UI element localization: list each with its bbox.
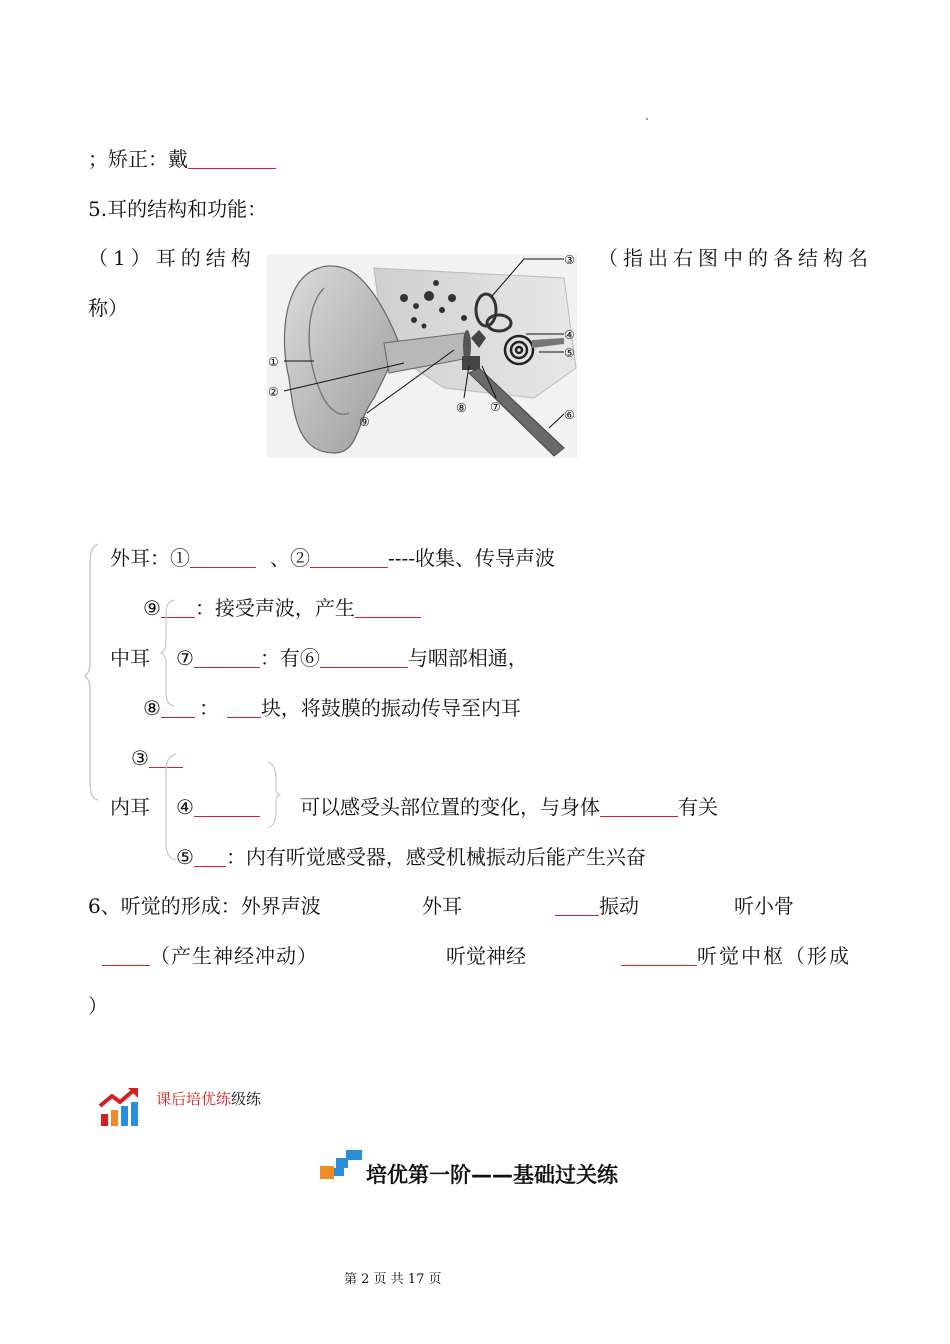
blank-eardrum[interactable] — [555, 895, 599, 916]
inner-row-4 — [176, 795, 260, 819]
num-7: ⑦ — [176, 646, 194, 670]
ear-structure-label: （1）耳的结构 — [88, 246, 256, 270]
outer-ear-label: 外耳：① — [110, 546, 190, 570]
hearing-nerve: 听觉神经 — [446, 944, 526, 968]
marker-3: ③ — [564, 253, 575, 267]
hearing-impulse-row — [102, 944, 318, 968]
hearing-center: 听觉中枢（形成 — [697, 944, 851, 968]
marker-6: ⑥ — [564, 408, 575, 422]
blank-4[interactable] — [194, 796, 260, 817]
heading-ear-structure: 5.耳的结构和功能： — [88, 197, 268, 221]
section-tag-red: 课后培优练 — [156, 1090, 232, 1108]
row8-sep: ： — [198, 696, 219, 720]
growth-chart-icon — [98, 1086, 142, 1130]
inner-row-4-tail — [300, 795, 718, 819]
section-title: 培优第一阶——基础过关练 — [366, 1163, 618, 1187]
hearing-label: 6、听觉的形成：外界声波 — [88, 894, 321, 918]
outer-ear-sep: 、② — [270, 546, 310, 570]
hearing-center-row — [621, 944, 851, 968]
row7-tail: 与咽部相通， — [407, 646, 528, 670]
middle-row-8 — [143, 696, 521, 720]
inner-right-brace — [266, 760, 282, 830]
ear-brace — [84, 542, 104, 802]
marker-8: ⑧ — [456, 401, 467, 415]
blank-2[interactable] — [310, 547, 388, 568]
row8-tail: 块，将鼓膜的振动传导至内耳 — [260, 696, 521, 720]
row5-tail: ：内有听觉感受器，感受机械振动后能产生兴奋 — [225, 845, 646, 869]
num-3: ③ — [131, 746, 149, 770]
num-8: ⑧ — [143, 696, 161, 720]
ear-instruction-cont: 称） — [88, 296, 128, 320]
section-tag-black: 级练 — [231, 1090, 262, 1108]
num-5: ⑤ — [176, 845, 194, 869]
correction-text: ；矫正：戴 — [88, 147, 188, 171]
tympanic-cavity — [462, 356, 480, 370]
row9-text: ：接受声波，产生 — [194, 596, 355, 620]
blank-cortex[interactable] — [621, 945, 697, 966]
ear-instruction: （指出右图中的各结构名 — [598, 246, 873, 270]
inner-row-5 — [176, 845, 646, 869]
outer-ear-row — [110, 546, 555, 570]
correction-blank[interactable] — [188, 148, 276, 169]
marker-5: ⑤ — [564, 346, 575, 360]
blank-5[interactable] — [194, 846, 226, 867]
middle-row-9 — [143, 596, 421, 620]
hearing-impulse: （产生神经冲动） — [150, 944, 318, 968]
blank-cochlea[interactable] — [102, 945, 150, 966]
blank-8[interactable] — [161, 697, 195, 718]
middle-ear-label: 中耳 — [110, 646, 150, 670]
marker-2: ② — [268, 385, 279, 399]
num-4: ④ — [176, 795, 194, 819]
blank-4b[interactable] — [600, 796, 678, 817]
num-9: ⑨ — [143, 596, 161, 620]
outer-ear-tail: ----收集、传导声波 — [388, 546, 556, 570]
marker-1: ① — [268, 355, 279, 369]
hearing-close: ） — [88, 994, 108, 1018]
section-tag — [156, 1088, 261, 1109]
page-footer: 第 2 页 共 17 页 — [344, 1272, 442, 1287]
blank-6[interactable] — [320, 647, 408, 668]
hearing-vibrate: 振动 — [599, 894, 639, 918]
middle-row-7 — [176, 646, 528, 670]
ear-diagram — [264, 248, 584, 460]
marker-7: ⑦ — [490, 400, 501, 414]
hearing-ossicles: 听小骨 — [734, 894, 794, 918]
blank-7[interactable] — [194, 647, 260, 668]
ear-diagram-svg — [264, 248, 584, 460]
middle-brace — [160, 598, 176, 708]
blank-8b[interactable] — [227, 697, 261, 718]
hearing-eardrum-row — [555, 894, 639, 918]
correction-line — [88, 147, 276, 171]
inner-ear-label: 内耳 — [110, 795, 150, 819]
page-speck — [646, 118, 648, 120]
hearing-outer: 外耳 — [422, 894, 462, 918]
blank-9b[interactable] — [355, 597, 421, 618]
row7-text: ：有⑥ — [259, 646, 320, 670]
row4-tail: 可以感受头部位置的变化，与身体 — [300, 795, 600, 819]
blocks-icon — [318, 1148, 364, 1180]
marker-4: ④ — [564, 328, 575, 342]
row4-end: 有关 — [678, 795, 718, 819]
blank-1[interactable] — [190, 547, 256, 568]
marker-9: ⑨ — [359, 415, 370, 429]
